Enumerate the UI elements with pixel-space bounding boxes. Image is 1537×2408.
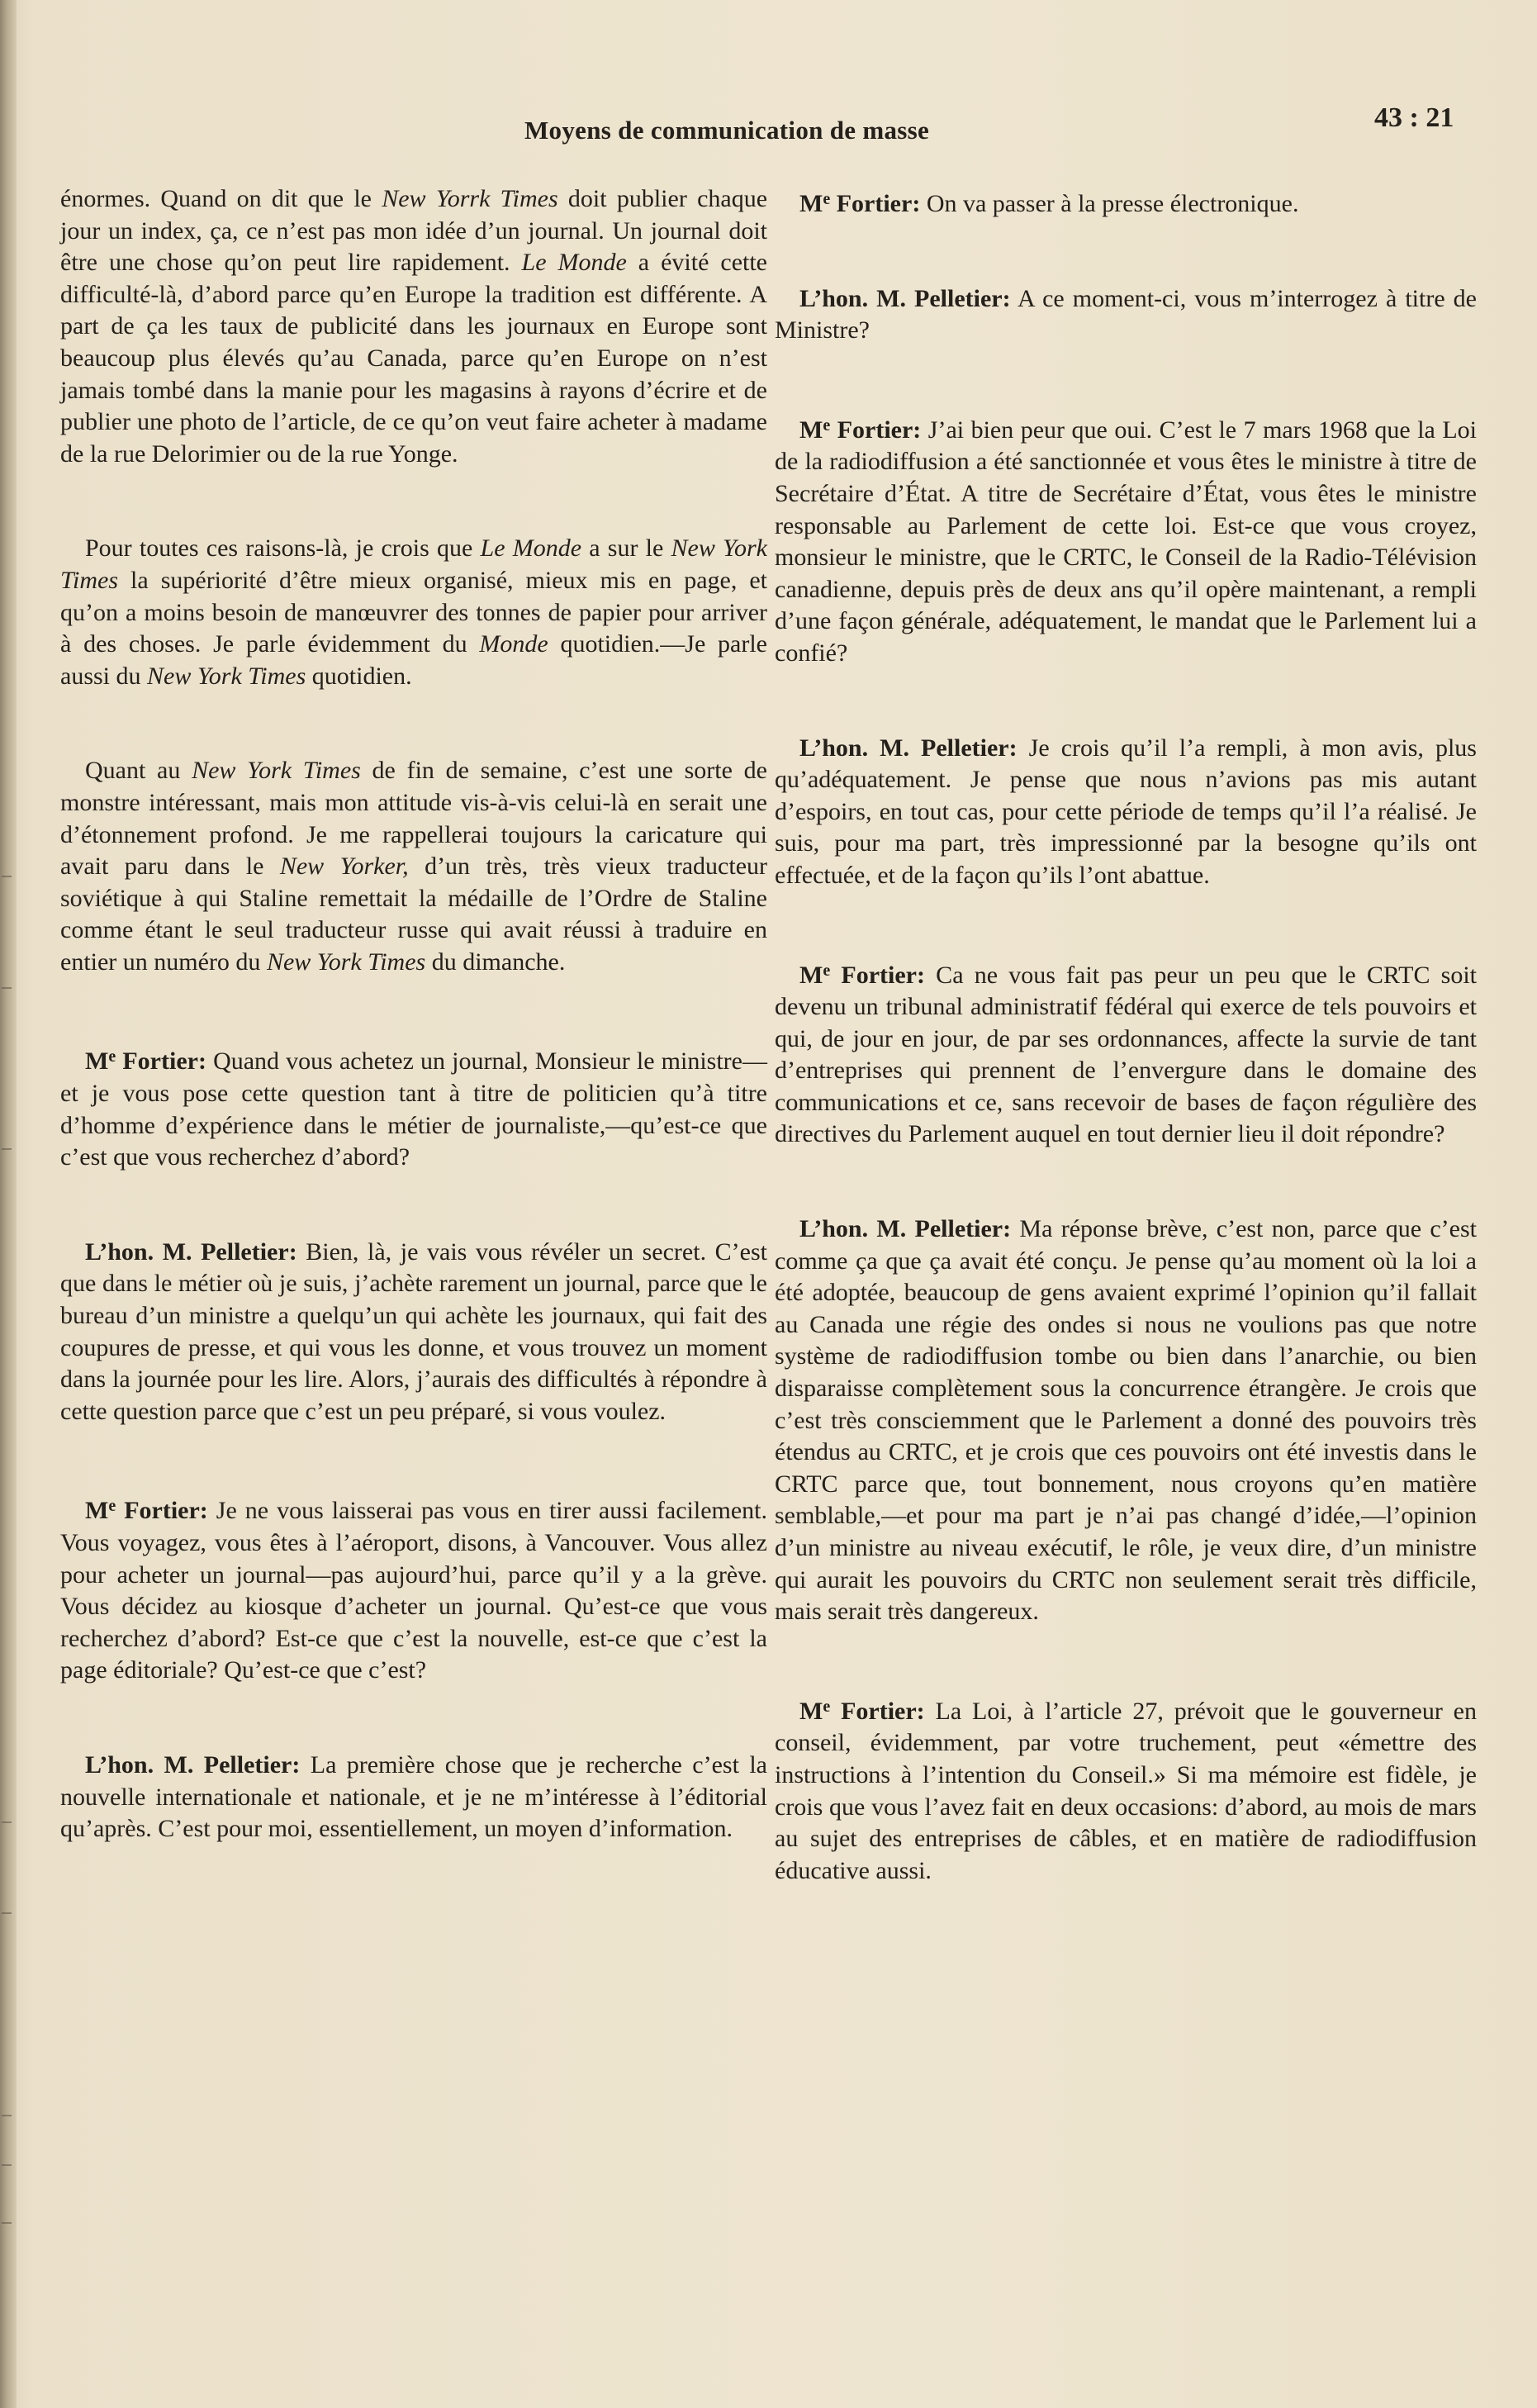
paragraph: Me Fortier: Je ne vous laisserai pas vous en tirer aussi facilement. Vous voyagez, vous êtes à l’aéroport, disons, à Vancouver. Vous allez pour acheter un journal—pas aujourd’hui, parce qu’il y a la grève. Vous décidez au kiosque d’acheter un journal. Qu’est-ce que vous recherchez d’abord? Est-ce que c’est la nouvelle, est-ce que c’est la page éditoriale? Qu’est-ce que c’est? — [60, 1497, 767, 1684]
paragraph: énormes. Quand on dit que le New Yorrk Times doit publier chaque jour un index, ça, ce n’est pas mon idée d’un journal. Un journal doit être une chose qu’on peut lire rapidement. Le Monde a évité cette difficulté-là, d’abord parce qu’en Europe la tradition est différente. A part de ça les taux de publicité dans les journaux en Europe sont beaucoup plus élevés qu’au Canada, parce qu’en Europe on n’est jamais tombé dans la manie pour les magasins à rayons d’écrire et de publier une photo de l’article, de ce qu’on veut faire acheter à madame de la rue Delorimier ou de la rue Yonge. — [60, 185, 768, 468]
left-column — [60, 183, 767, 1908]
margin-fragment — [2, 2115, 12, 2116]
paragraph: L’hon. M. Pelletier: A ce moment-ci, vous m’interrogez à titre de Ministre? — [775, 284, 1477, 344]
paragraph: L’hon. M. Pelletier: Bien, là, je vais vous révéler un secret. C’est que dans le métier où je suis, j’achète rarement un journal, parce que le bureau d’un ministre a quelqu’un qui achète les journaux, qui fait des coupures de presse, et qui vous les donne, et vous trouvez un moment dans la journée pour les lire. Alors, j’aurais des difficultés à répondre à cette question parce que c’est un peu préparé, si vous voulez. — [60, 1237, 767, 1425]
speaker-label: Me Fortier: — [85, 1497, 208, 1525]
speaker-label: L’hon. M. Pelletier: — [85, 1750, 301, 1779]
running-head: Moyens de communication de masse — [524, 116, 930, 145]
paragraph: L’hon. M. Pelletier: Je crois qu’il l’a rempli, à mon avis, plus qu’adéquatement. Je pense que nous n’avions pas mis autant d’espoirs, en tout cas, pour cette période de temps qu’il l’a réalisé. Je suis, pour ma part, très impressionné par la besogne qu’ils ont effectuée, et de la façon qu’ils l’ont abattue. — [775, 734, 1477, 889]
margin-fragment — [2, 1821, 12, 1823]
paragraph: L’hon. M. Pelletier: Ma réponse brève, c’est non, parce que c’est comme ça que ça avait été conçu. Je pense qu’au moment où la loi a été adoptée, beaucoup de gens avaient exprimé l’opinion qu’il fallait au Canada une régie des ondes si nous ne voulions pas que notre système de radiodiffusion tombe ou bien dans l’anarchie, ou bien disparaisse complètement sous la concurrence étrangère. Je crois que c’est très consciemment que le Parlement a donné des pouvoirs très étendus au CRTC, et je crois que ces pouvoirs ont été investis dans le CRTC parce que, tout bonnement, nous croyons qu’en matière semblable,—et pour ma part je n’ai pas changé d’idée,—l’opinion d’un ministre au niveau exécutif, le rôle, je veux dire, d’un ministre qui aurait les pouvoirs du CRTC non seulement serait très difficile, mais serait très dangereux. — [775, 1215, 1477, 1626]
speaker-label: Me Fortier: — [799, 190, 921, 217]
paragraph: Me Fortier: La Loi, à l’article 27, prévoit que le gouverneur en conseil, évidemment, par votre truchement, peut «émettre des instructions à l’intention du Conseil.» Si ma mémoire est fidèle, je crois que vous l’avez fait en deux occasions: d’abord, au mois de mars au sujet des entreprises de câbles, et en matière de radiodiffusion éducative aussi. — [775, 1697, 1477, 1884]
speaker-label: Me Fortier: — [799, 961, 925, 989]
paragraph: Me Fortier: J’ai bien peur que oui. C’est le 7 mars 1968 que la Loi de la radiodiffusion a été sanctionnée et vous êtes le ministre à titre de Secrétaire d’État. A titre de Secrétaire d’État, vous êtes le ministre responsable au Parlement de cette loi. Est-ce que vous croyez, monsieur le ministre, que le CRTC, le Conseil de la Radio-Télévision canadienne, depuis près de deux ans qu’il opère maintenant, a rempli d’une façon générale, adéquatement, le mandat que le Parlement lui a confié? — [775, 416, 1477, 667]
paragraph: Quant au New York Times de fin de semaine, c’est une sorte de monstre intéressant, mais mon attitude vis-à-vis celui-là en serait une d’étonnement profond. Je me rappellerai toujours la caricature qui avait paru dans le New Yorker, d’un très, très vieux traducteur soviétique à qui Staline remettait la médaille de l’Ordre de Staline comme étant le seul traducteur russe qui avait réussi à traduire en entier un numéro du New York Times du dimanche. — [60, 757, 768, 976]
speaker-label: Me Fortier: — [799, 1697, 925, 1725]
speaker-label: Me Fortier: — [85, 1047, 206, 1076]
speaker-label: L’hon. M. Pelletier: — [799, 284, 1011, 312]
right-column — [775, 183, 1477, 1950]
margin-fragment — [2, 876, 12, 877]
margin-fragment — [2, 2164, 12, 2166]
page-number: 43 : 21 — [1374, 102, 1454, 133]
speaker-label: L’hon. M. Pelletier: — [799, 734, 1018, 762]
margin-fragment — [2, 987, 12, 989]
paragraph: Me Fortier: On va passer à la presse électronique. — [799, 190, 1299, 217]
book-binding-shadow — [0, 0, 17, 2408]
margin-fragment — [2, 1148, 12, 1150]
paragraph: L’hon. M. Pelletier: La première chose que je recherche c’est la nouvelle internationale et nationale, et je ne m’intéresse à l’éditorial qu’après. C’est pour moi, essentiellement, un moyen d’information. — [60, 1750, 767, 1843]
paragraph: Pour toutes ces raisons-là, je crois que Le Monde a sur le New York Times la supériorité d’être mieux organisé, mieux mis en page, et qu’on a moins besoin de manœuvrer des tonnes de papier pour arriver à des choses. Je parle évidemment du Monde quotidien.—Je parle aussi du New York Times quotidien. — [60, 534, 767, 690]
margin-fragment — [2, 2222, 12, 2224]
margin-fragment — [2, 1912, 12, 1914]
speaker-label: L’hon. M. Pelletier: — [85, 1237, 297, 1266]
paragraph: Me Fortier: Ca ne vous fait pas peur un peu que le CRTC soit devenu un tribunal administratif fédéral qui exerce de tels pouvoirs et qui, de jour en jour, de par ses ordonnances, affecte la survie de tant d’entreprises qui prennent de l’envergure dans le domaine des communications et ce, sans recevoir de bases de façon régulière des directives du Parlement auquel en tout dernier lieu il doit répondre? — [775, 961, 1478, 1148]
speaker-label: Me Fortier: — [799, 416, 922, 444]
speaker-label: L’hon. M. Pelletier: — [799, 1215, 1012, 1243]
paragraph: Me Fortier: Quand vous achetez un journal, Monsieur le ministre—et je vous pose cette question tant à titre de politicien qu’à titre d’homme d’expérience dans le métier de journaliste,—qu’est-ce que c’est que vous recherchez d’abord? — [60, 1047, 767, 1171]
